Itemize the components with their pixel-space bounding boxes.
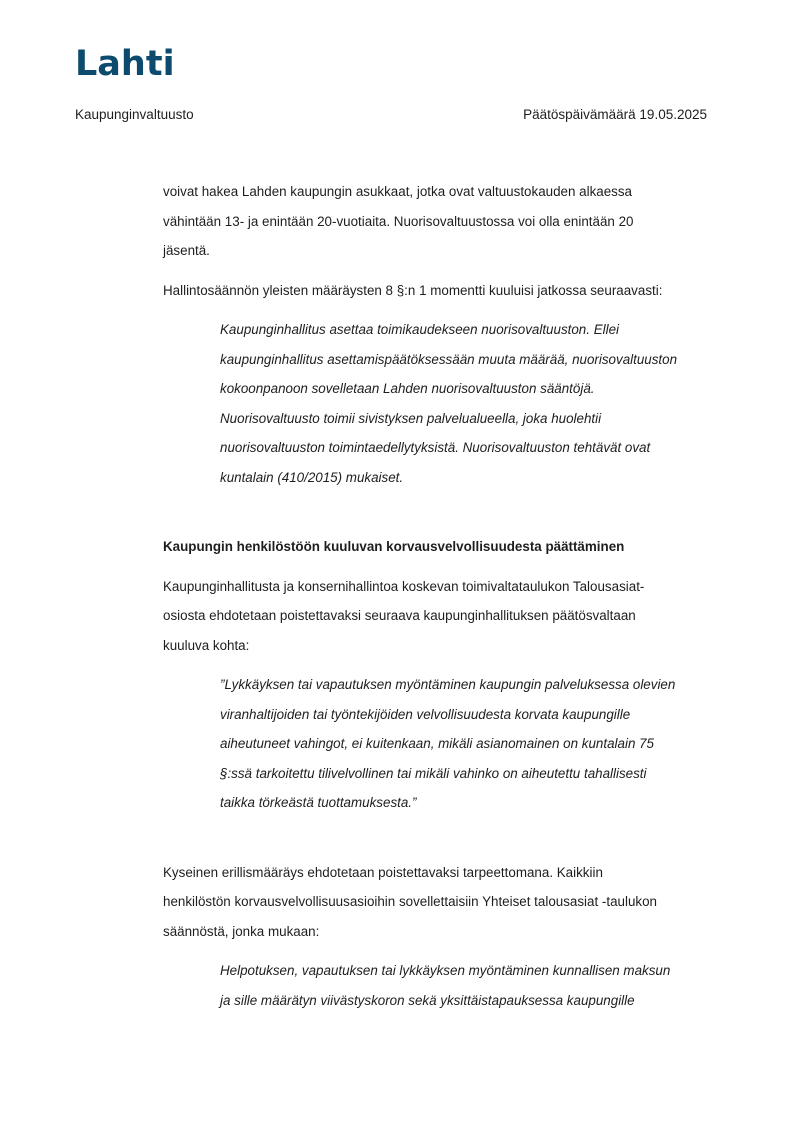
text-line: jäsentä. [163, 243, 210, 258]
text-line: Hallintosäännön yleisten määräysten 8 §:n 1 momentti kuuluisi jatkossa seuraavasti: [163, 282, 663, 298]
text-line: osiosta ehdotetaan poistettavaksi seuraava kaupunginhallituksen päätösvaltaan [163, 608, 636, 623]
quote-line: viranhaltijoiden tai työntekijöiden velvollisuudesta korvata kaupungille [220, 706, 631, 722]
quote-youth-council [220, 315, 723, 492]
text-line: Kyseinen erillismääräys ehdotetaan poistettavaksi tarpeettomana. Kaikkiin [163, 864, 603, 880]
quote-line: §:ssä tarkoitettu tilivelvollinen tai mikäli vahinko on aiheutettu tahallisesti [220, 765, 647, 781]
quote-line: Kaupunginhallitus asettaa toimikaudekseen nuorisovaltuuston. Ellei [220, 322, 619, 337]
quote-line: kokoonpanoon sovelletaan Lahden nuorisovaltuuston sääntöjä. [220, 381, 595, 396]
quote-line: kuntalain (410/2015) mukaiset. [220, 469, 404, 485]
text-line: henkilöstön korvausvelvollisuusasioihin sovellettaisiin Yhteiset talousasiat -taulukon [163, 894, 657, 909]
quote-line: nuorisovaltuuston toimintaedellytyksistä. Nuorisovaltuuston tehtävät ovat [220, 440, 651, 455]
quote-removed-item [220, 670, 723, 818]
text-line: vähintään 13- ja enintään 20-vuotiaita. Nuorisovaltuustossa voi olla enintään 20 [163, 213, 634, 229]
quote-general-rule [220, 956, 723, 1015]
paragraph-intro-rule [163, 276, 723, 306]
paragraph-remove-item [163, 572, 723, 661]
quote-line: aiheutuneet vahingot, ei kuitenkaan, mikäli asianomainen on kuntalain 75 [220, 736, 655, 751]
header-organ: Kaupunginvaltuusto [75, 107, 194, 122]
text-line: voivat hakea Lahden kaupungin asukkaat, jotka ovat valtuustokauden alkaessa [163, 184, 632, 199]
document-body [163, 177, 723, 1015]
quote-line: ”Lykkäyksen tai vapautuksen myöntäminen kaupungin palveluksessa olevien [220, 677, 676, 692]
quote-line: ja sille määrätyn viivästyskoron sekä yksittäistapauksessa kaupungille [220, 992, 635, 1008]
lahti-logo: Lahti [75, 44, 175, 84]
paragraph-eligibility [163, 177, 723, 266]
header-decision-date: Päätöspäivämäärä 19.05.2025 [523, 107, 707, 122]
section-heading: Kaupungin henkilöstöön kuuluvan korvausvelvollisuudesta päättäminen [163, 539, 625, 554]
paragraph-justification [163, 858, 723, 947]
quote-line: kaupunginhallitus asettamispäätöksessään muuta määrää, nuorisovaltuuston [220, 351, 678, 367]
quote-line: Nuorisovaltuusto toimii sivistyksen palvelualueella, joka huolehtii [220, 410, 602, 426]
text-line: säännöstä, jonka mukaan: [163, 923, 320, 939]
quote-line: Helpotuksen, vapautuksen tai lykkäyksen myöntäminen kunnallisen maksun [220, 963, 671, 978]
text-line: Kaupunginhallitusta ja konsernihallintoa koskevan toimivaltataulukon Talousasiat- [163, 578, 645, 594]
quote-line: taikka törkeästä tuottamuksesta.” [220, 795, 417, 810]
text-line: kuuluva kohta: [163, 637, 250, 653]
